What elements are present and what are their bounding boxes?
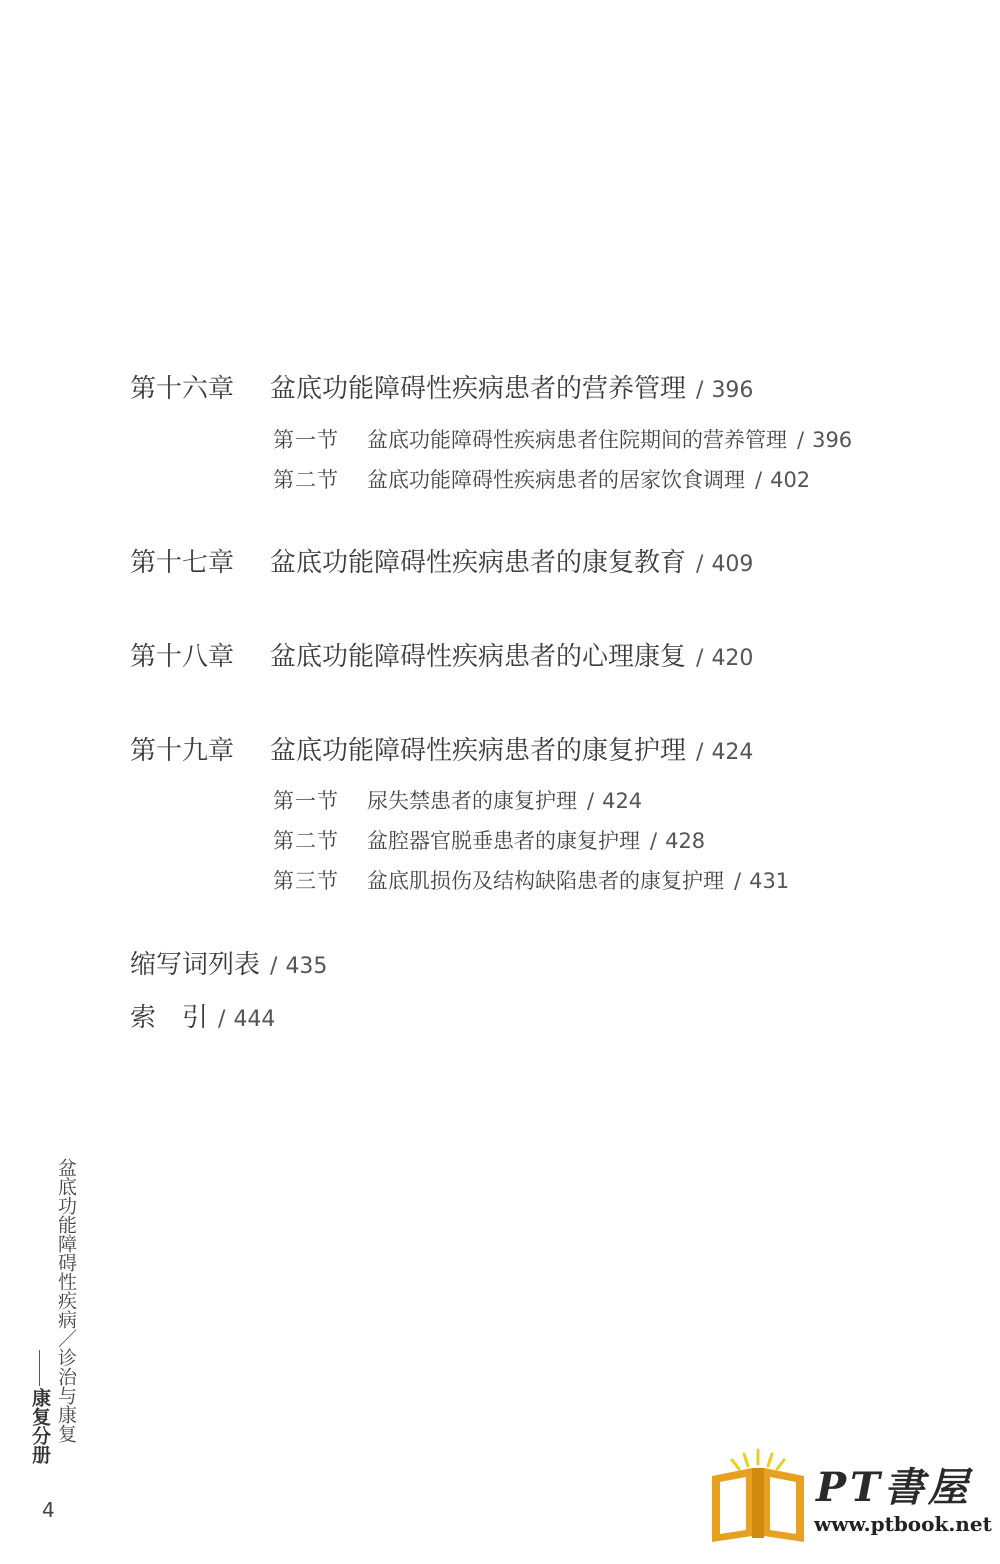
separator: / bbox=[797, 428, 805, 452]
section-title: 尿失禁患者的康复护理 bbox=[367, 789, 577, 813]
chapter-title: 盆底功能障碍性疾病患者的康复护理 bbox=[270, 736, 687, 766]
section-16-1-entry[interactable] bbox=[273, 427, 852, 453]
chapter-16-entry[interactable] bbox=[130, 374, 753, 406]
section-19-3-entry[interactable] bbox=[273, 868, 789, 894]
section-16-2-entry[interactable] bbox=[273, 467, 810, 493]
chapter-page: 420 bbox=[711, 646, 754, 671]
section-number: 第一节 bbox=[273, 789, 339, 813]
chapter-title: 盆底功能障碍性疾病患者的心理康复 bbox=[270, 642, 687, 672]
chapter-19-entry[interactable] bbox=[130, 736, 753, 768]
chapter-number: 第十八章 bbox=[130, 642, 235, 672]
backmatter-page: 435 bbox=[285, 954, 328, 979]
section-page: 428 bbox=[665, 829, 706, 853]
section-title: 盆底功能障碍性疾病患者住院期间的营养管理 bbox=[367, 428, 787, 452]
separator: / bbox=[696, 646, 704, 671]
section-number: 第三节 bbox=[273, 869, 339, 893]
separator: / bbox=[270, 954, 278, 979]
chapter-number: 第十九章 bbox=[130, 736, 235, 766]
section-page: 431 bbox=[749, 869, 790, 893]
side-volume-title: 康复分册 bbox=[29, 1388, 51, 1464]
section-title: 盆底肌损伤及结构缺陷患者的康复护理 bbox=[367, 869, 724, 893]
separator: / bbox=[734, 869, 742, 893]
separator: / bbox=[696, 552, 704, 577]
logo-url: www.ptbook.net bbox=[814, 1512, 992, 1536]
logo-text: PT書屋 bbox=[816, 1464, 972, 1511]
page-number: 4 bbox=[42, 1498, 55, 1522]
chapter-number: 第十七章 bbox=[130, 548, 235, 578]
section-page: 396 bbox=[812, 428, 853, 452]
chapter-number: 第十六章 bbox=[130, 374, 235, 404]
separator: / bbox=[650, 829, 658, 853]
book-icon bbox=[706, 1446, 810, 1542]
index-entry[interactable] bbox=[130, 1003, 275, 1035]
side-slash: ／ bbox=[55, 1329, 77, 1348]
side-dash-divider bbox=[39, 1350, 40, 1386]
separator: / bbox=[696, 740, 704, 765]
section-19-1-entry[interactable] bbox=[273, 788, 642, 814]
section-title: 盆底功能障碍性疾病患者的居家饮食调理 bbox=[367, 468, 745, 492]
section-number: 第二节 bbox=[273, 829, 339, 853]
section-title: 盆腔器官脱垂患者的康复护理 bbox=[367, 829, 640, 853]
separator: / bbox=[587, 789, 595, 813]
chapter-title: 盆底功能障碍性疾病患者的营养管理 bbox=[270, 374, 687, 404]
chapter-page: 409 bbox=[711, 552, 754, 577]
abbreviations-entry[interactable] bbox=[130, 950, 327, 982]
section-page: 424 bbox=[602, 789, 643, 813]
side-running-title bbox=[54, 1158, 76, 1443]
section-number: 第一节 bbox=[273, 428, 339, 452]
chapter-title: 盆底功能障碍性疾病患者的康复教育 bbox=[270, 548, 687, 578]
backmatter-title: 索 引 bbox=[130, 1003, 209, 1033]
backmatter-title: 缩写词列表 bbox=[130, 950, 261, 980]
separator: / bbox=[696, 378, 704, 403]
side-book-title: 盆底功能障碍性疾病 bbox=[55, 1158, 77, 1329]
side-subtitle: 诊治与康复 bbox=[55, 1348, 77, 1443]
backmatter-page: 444 bbox=[233, 1007, 276, 1032]
chapter-page: 424 bbox=[711, 740, 754, 765]
ptbook-logo bbox=[706, 1446, 996, 1546]
section-19-2-entry[interactable] bbox=[273, 828, 705, 854]
separator: / bbox=[218, 1007, 226, 1032]
separator: / bbox=[755, 468, 763, 492]
chapter-page: 396 bbox=[711, 378, 754, 403]
chapter-17-entry[interactable] bbox=[130, 548, 753, 580]
chapter-18-entry[interactable] bbox=[130, 642, 753, 674]
section-page: 402 bbox=[770, 468, 811, 492]
section-number: 第二节 bbox=[273, 468, 339, 492]
